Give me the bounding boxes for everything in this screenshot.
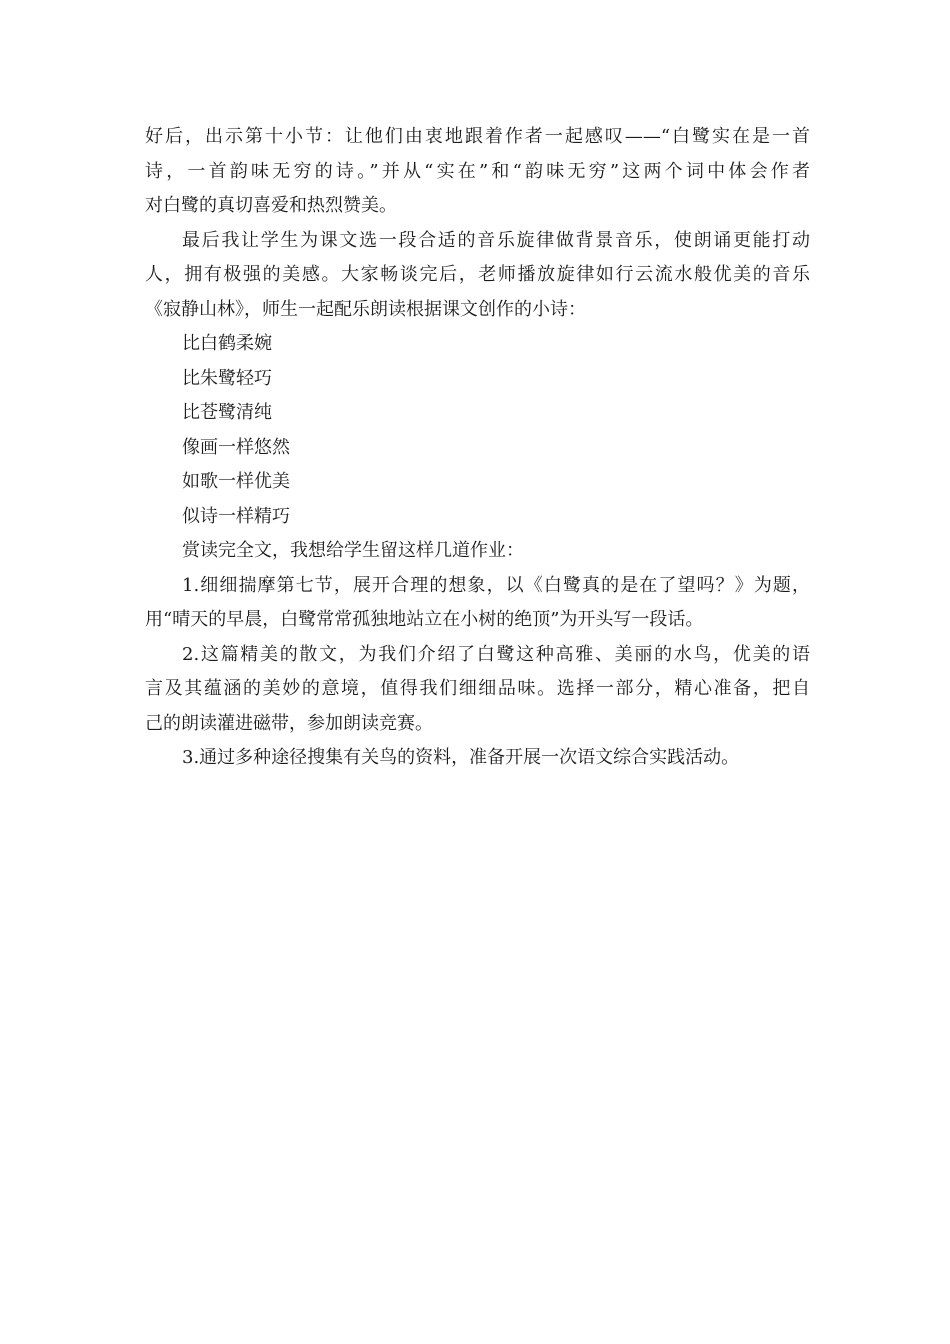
text-line: 2.这篇精美的散文，为我们介绍了白鹭这种高雅、美丽的水鸟，优美的语	[182, 643, 810, 665]
text-line: 诗，一首韵味无穷的诗。”并从“实在”和“韵味无穷”这两个词中体会作者	[145, 160, 810, 182]
text-line: 用“晴天的早晨，白鹭常常孤独地站立在小树的绝顶”为开头写一段话。	[145, 609, 704, 630]
text-line: 3.通过多种途径搜集有关鸟的资料，准备开展一次语文综合实践活动。	[182, 747, 740, 768]
homework-item-2	[145, 638, 810, 742]
text-line: 赏读完全文，我想给学生留这样几道作业：	[182, 540, 524, 561]
poem-line: 像画一样悠然	[182, 436, 290, 458]
homework-item-1	[145, 569, 810, 638]
poem	[145, 327, 810, 534]
text-line: 己的朗读灌进磁带，参加朗读竞赛。	[145, 712, 433, 734]
paragraph-homework-intro	[145, 534, 810, 569]
text-line: 最后我让学生为课文选一段合适的音乐旋律做背景音乐，使朗诵更能打动	[182, 229, 810, 251]
poem-line: 似诗一样精巧	[182, 505, 290, 527]
text-line: 对白鹭的真切喜爱和热烈赞美。	[145, 195, 397, 216]
paragraph-music	[145, 224, 810, 328]
text-line: 《寂静山林》，师生一起配乐朗读根据课文创作的小诗：	[145, 298, 586, 320]
homework-item-3	[145, 741, 810, 776]
text-line: 言及其蕴涵的美妙的意境，值得我们细细品味。选择一部分，精心准备，把自	[145, 678, 810, 699]
poem-line: 比白鹤柔婉	[182, 333, 272, 354]
poem-line: 比苍鹭清纯	[182, 402, 272, 423]
document-body	[145, 120, 810, 776]
poem-line: 如歌一样优美	[182, 471, 290, 492]
text-line: 人，拥有极强的美感。大家畅谈完后，老师播放旋律如行云流水般优美的音乐	[145, 264, 810, 285]
poem-line: 比朱鹭轻巧	[182, 367, 272, 389]
paragraph-intro	[145, 120, 810, 224]
text-line: 好后，出示第十小节：让他们由衷地跟着作者一起感叹——“白鹭实在是一首	[145, 126, 810, 147]
text-line: 1.细细揣摩第七节，展开合理的想象，以《白鹭真的是在了望吗？》为题，	[182, 574, 810, 596]
